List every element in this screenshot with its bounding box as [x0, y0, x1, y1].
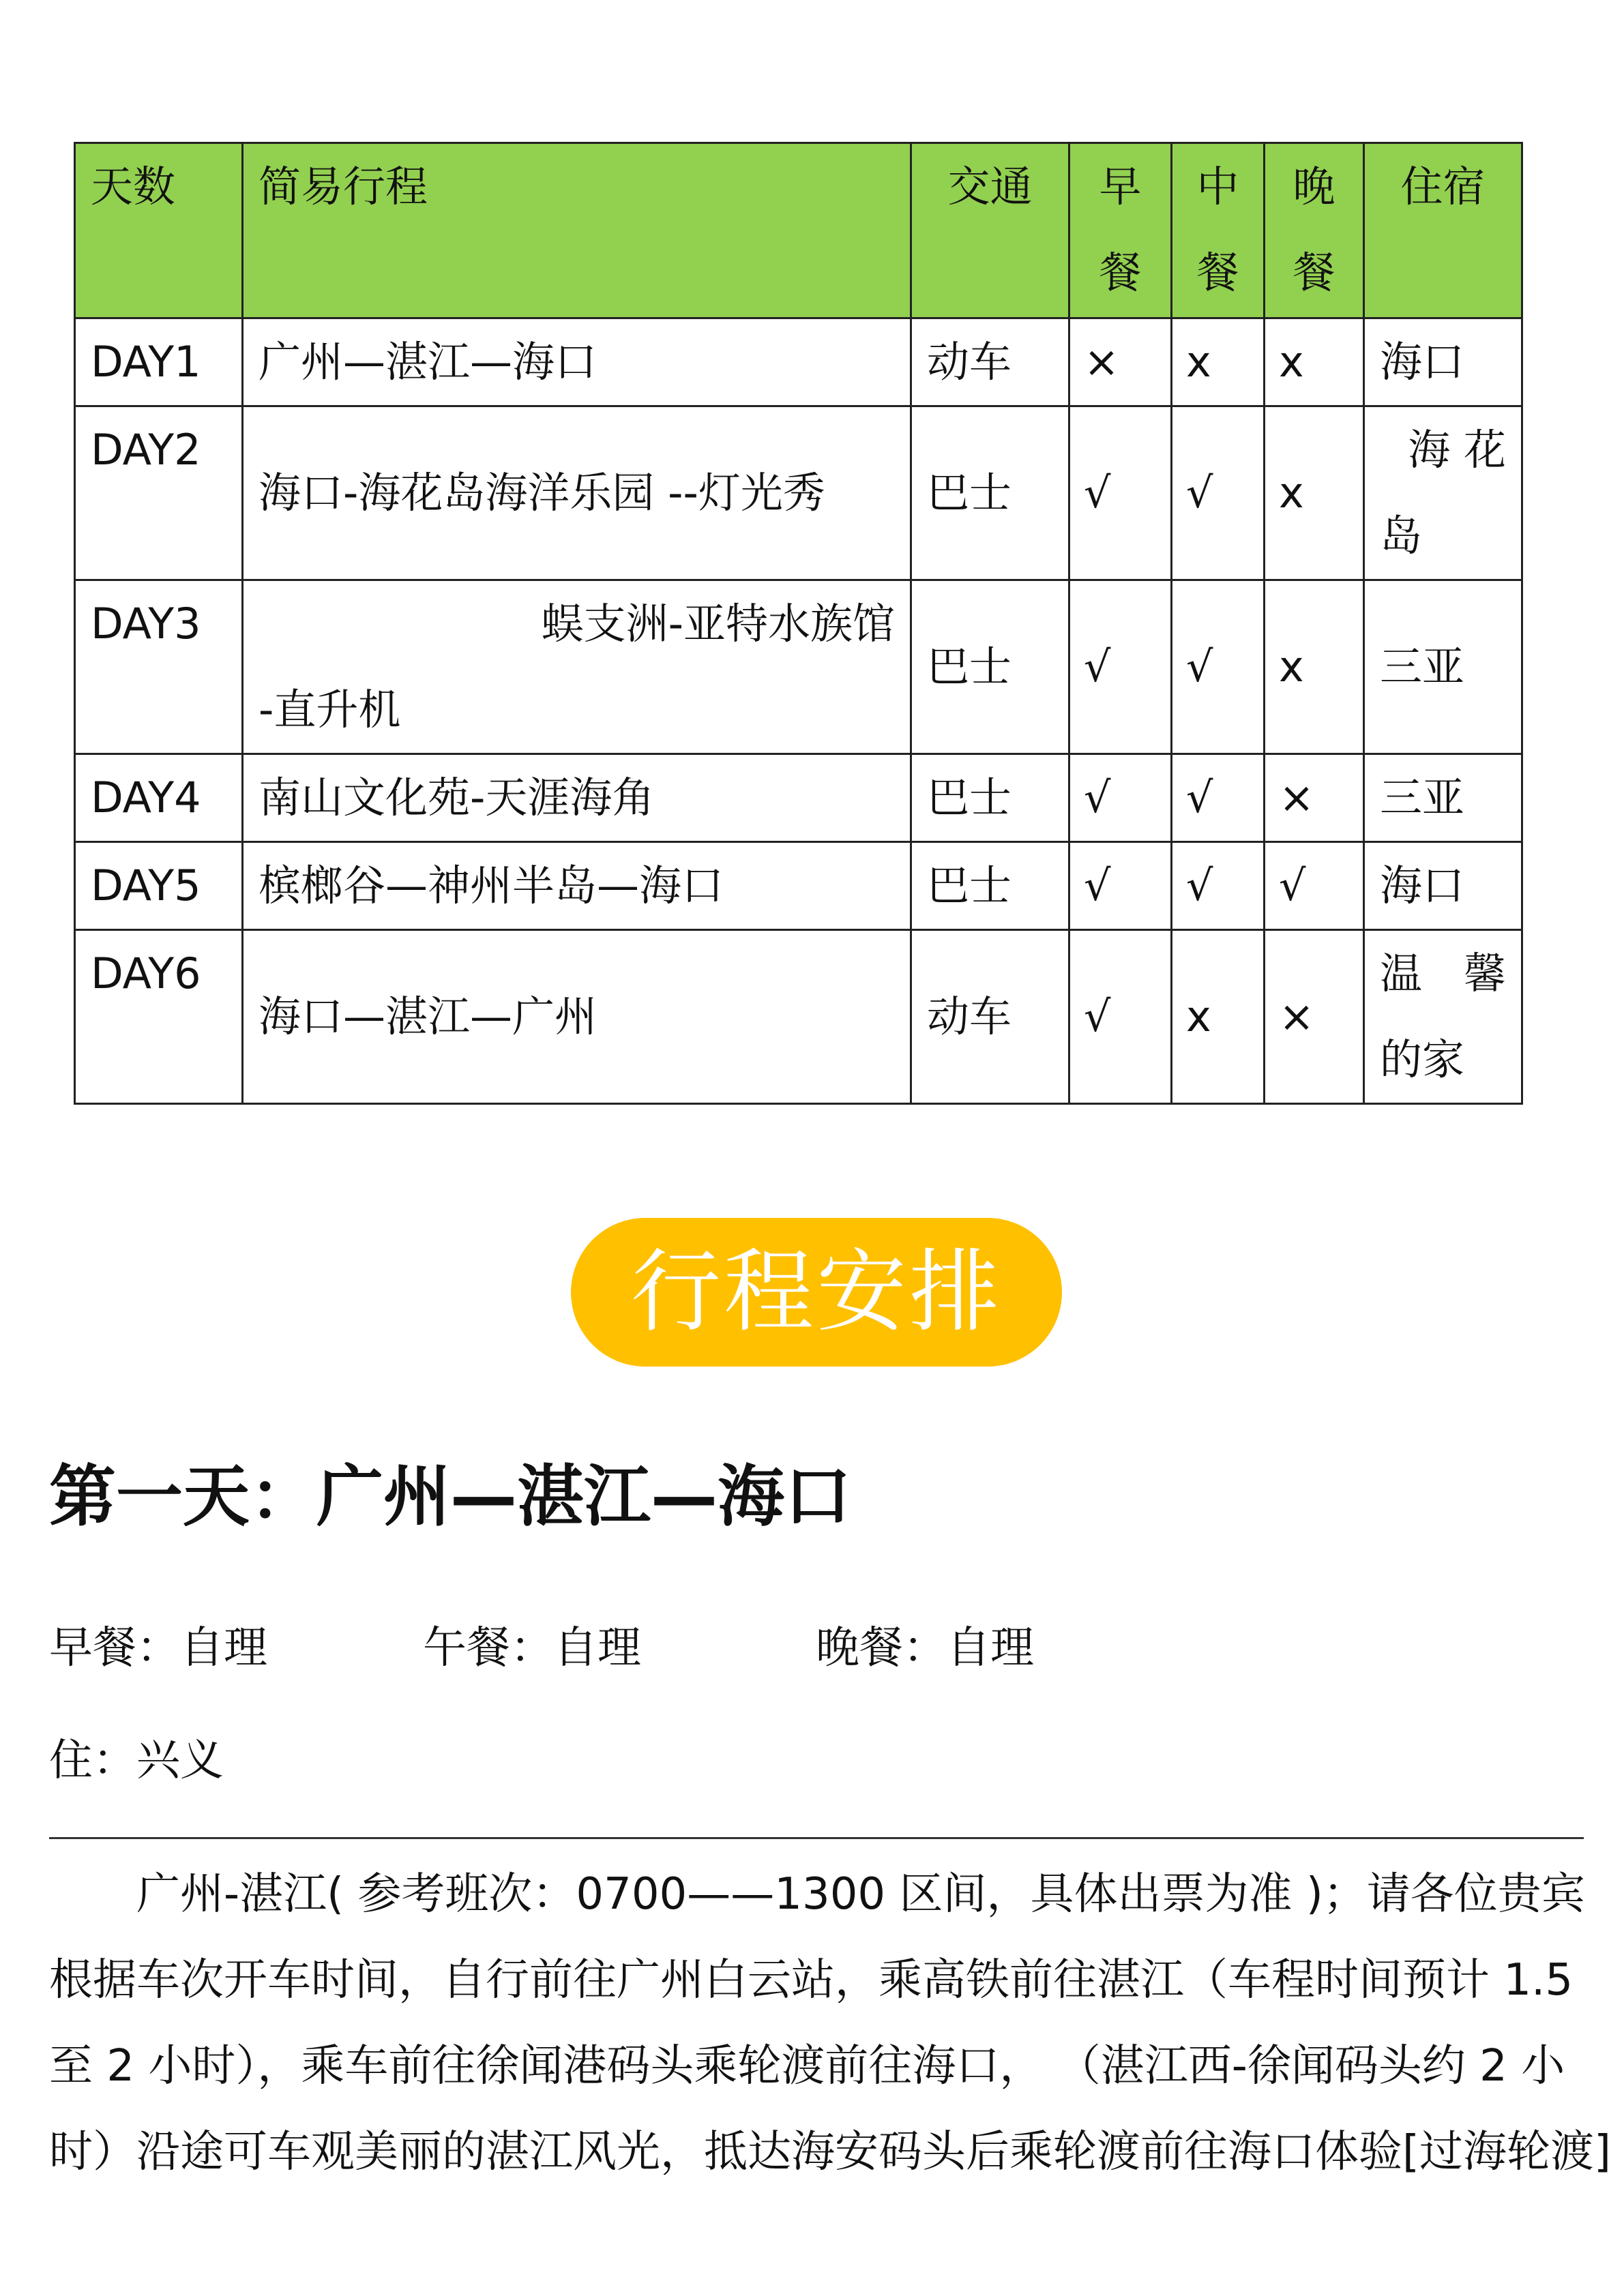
cell-route: 海口-海花岛海洋乐园 --灯光秀 — [243, 406, 911, 580]
cell-dinner: x — [1265, 406, 1364, 580]
cell-breakfast: √ — [1069, 930, 1172, 1104]
itinerary-table — [74, 142, 1523, 1105]
cell-route-line: -直升机 — [259, 685, 401, 734]
cell-transport: 巴士 — [911, 580, 1069, 754]
cell-dinner: x — [1265, 318, 1364, 406]
cell-day: DAY6 — [75, 930, 243, 1104]
cell-route: 槟榔谷—神州半岛—海口 — [243, 842, 911, 930]
paragraph-line: 根据车次开车时间，自行前往广州白云站，乘高铁前往湛江（车程时间预计 1.5 — [49, 1955, 1574, 2006]
cell-stay: 海口 — [1364, 842, 1522, 930]
cell-dinner: √ — [1265, 842, 1364, 930]
header-stay: 住宿 — [1364, 143, 1522, 318]
cell-stay — [1364, 406, 1522, 580]
cell-dinner: × — [1265, 930, 1364, 1104]
cell-transport: 动车 — [911, 930, 1069, 1104]
cell-breakfast: × — [1069, 318, 1172, 406]
header-dinner-line: 晚 — [1293, 162, 1335, 211]
cell-stay-line: 岛 — [1380, 511, 1423, 561]
table-row — [75, 842, 1522, 930]
cell-stay-char: 馨 — [1463, 949, 1506, 998]
cell-lunch: x — [1172, 318, 1265, 406]
header-lunch-line: 餐 — [1196, 248, 1239, 297]
accommodation-info: 住：兴义 — [49, 1735, 224, 1786]
header-breakfast-line: 早 — [1099, 162, 1142, 211]
divider — [49, 1837, 1584, 1839]
cell-stay: 三亚 — [1364, 754, 1522, 842]
table-header-row — [75, 143, 1522, 318]
day-title: 第一天：广州—湛江—海口 — [49, 1458, 852, 1536]
lunch-info: 午餐：自理 — [423, 1623, 641, 1673]
cell-stay — [1364, 930, 1522, 1104]
cell-transport: 巴士 — [911, 406, 1069, 580]
header-transport: 交通 — [911, 143, 1069, 318]
cell-transport: 巴士 — [911, 754, 1069, 842]
cell-transport: 动车 — [911, 318, 1069, 406]
cell-day: DAY3 — [75, 580, 243, 754]
cell-breakfast: √ — [1069, 580, 1172, 754]
cell-breakfast: √ — [1069, 754, 1172, 842]
cell-lunch: √ — [1172, 842, 1265, 930]
cell-day: DAY2 — [75, 406, 243, 580]
cell-dinner: x — [1265, 580, 1364, 754]
header-breakfast-line: 餐 — [1099, 248, 1142, 297]
cell-lunch: √ — [1172, 580, 1265, 754]
dinner-info: 晚餐：自理 — [816, 1623, 1034, 1673]
header-route: 简易行程 — [243, 143, 911, 318]
cell-lunch: √ — [1172, 406, 1265, 580]
header-day: 天数 — [75, 143, 243, 318]
paragraph-line: 至 2 小时），乘车前往徐闻港码头乘轮渡前往海口， （湛江西-徐闻码头约 2 小 — [49, 2041, 1565, 2091]
day-description — [49, 1851, 1611, 2195]
cell-day: DAY5 — [75, 842, 243, 930]
cell-day: DAY1 — [75, 318, 243, 406]
cell-stay-line: 海 花 — [1408, 425, 1506, 475]
paragraph-line: 时）沿途可车观美丽的湛江风光，抵达海安码头后乘轮渡前往海口体验[过海轮渡] — [49, 2127, 1611, 2177]
cell-breakfast: √ — [1069, 406, 1172, 580]
header-lunch — [1172, 143, 1265, 318]
table-row — [75, 406, 1522, 580]
cell-breakfast: √ — [1069, 842, 1172, 930]
cell-stay-line — [1380, 931, 1506, 1017]
cell-stay: 三亚 — [1364, 580, 1522, 754]
cell-lunch: √ — [1172, 754, 1265, 842]
cell-dinner: × — [1265, 754, 1364, 842]
header-dinner-line: 餐 — [1293, 248, 1335, 297]
table-row — [75, 754, 1522, 842]
header-lunch-line: 中 — [1196, 162, 1239, 211]
section-heading-badge: 行程安排 — [571, 1218, 1062, 1367]
cell-stay-char: 温 — [1380, 949, 1423, 998]
cell-route: 广州—湛江—海口 — [243, 318, 911, 406]
cell-transport: 巴士 — [911, 842, 1069, 930]
cell-route: 南山文化苑-天涯海角 — [243, 754, 911, 842]
header-breakfast — [1069, 143, 1172, 318]
cell-stay: 海口 — [1364, 318, 1522, 406]
breakfast-info: 早餐：自理 — [49, 1623, 267, 1673]
table-row — [75, 930, 1522, 1104]
paragraph-line: 广州-湛江( 参考班次：0700——1300 区间，具体出票为准 )；请各位贵宾 — [136, 1869, 1585, 1920]
cell-route-line: 蜈支洲-亚特水族馆 — [541, 599, 895, 648]
table-row — [75, 318, 1522, 406]
cell-route — [243, 580, 911, 754]
cell-stay-line: 的家 — [1380, 1034, 1465, 1084]
cell-day: DAY4 — [75, 754, 243, 842]
header-dinner — [1265, 143, 1364, 318]
cell-route: 海口—湛江—广州 — [243, 930, 911, 1104]
table-row — [75, 580, 1522, 754]
cell-lunch: x — [1172, 930, 1265, 1104]
